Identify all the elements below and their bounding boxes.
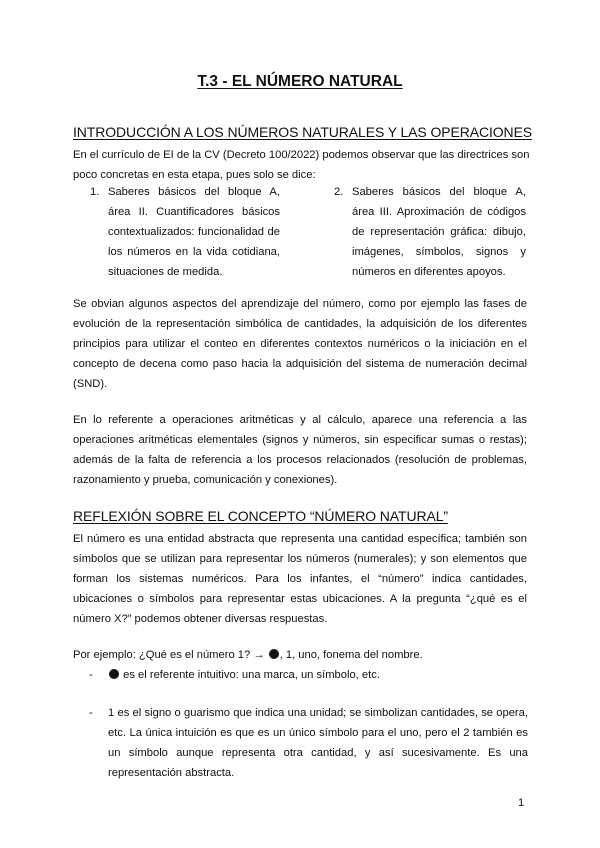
section-heading-introduccion: INTRODUCCIÓN A LOS NÚMEROS NATURALES Y LAS OPERACIONES [73, 124, 533, 140]
section-heading-reflexion: REFLEXIÓN SOBRE EL CONCEPTO “NÚMERO NATURAL” [73, 508, 448, 524]
black-dot-icon [269, 649, 279, 659]
paragraph-numero: El número es una entidad abstracta que representa una cantidad específica; también son símbolos que se utilizan para representar los números (numerales); y son elementos que forman los sistemas numéricos. Para los infantes, el “número” indica cantidades, ubicaciones o símbolos para representar estas ubicaciones. A la pregunta “¿qué es el número X?” podemos obtener diversas respuestas. [73, 533, 527, 625]
list-item-1: Saberes básicos del bloque A, área II. Cuantificadores básicos contextualizados: funcionalidad de los números en la vida cotidiana, situaciones de medida. [108, 186, 280, 278]
list-number-2: 2. [334, 186, 344, 198]
page-number: 1 [518, 797, 525, 809]
bullet-dash-2: - [89, 707, 93, 719]
list-number-1: 1. [90, 186, 100, 198]
intro-line-1: En el currículo de EI de la CV (Decreto 100/2022) podemos observar que las directrices son [73, 149, 530, 161]
example-line [73, 645, 527, 665]
bullet-dash-1: - [89, 669, 93, 681]
page-title: T.3 - EL NÚMERO NATURAL [197, 73, 403, 90]
example-text-before: Por ejemplo: ¿Qué es el número 1? → [73, 649, 265, 661]
bullet-item-2: 1 es el signo o guarismo que indica una unidad; se simbolizan cantidades, se opera, etc. La única intuición es que es un único símbolo para el uno, pero el 2 también es un símbolo aunque representa otra cantidad, y así sucesivamente. Es una representación abstracta. [108, 707, 528, 779]
black-dot-icon [109, 669, 119, 679]
intro-line-2: poco concretas en esta etapa, pues solo se dice: [73, 169, 316, 181]
example-text-after: , 1, uno, fonema del nombre. [279, 649, 423, 661]
bullet-item-1-text: es el referente intuitivo: una marca, un símbolo, etc. [123, 669, 380, 681]
intro-paragraph [73, 145, 530, 185]
bullet-item-1 [108, 665, 528, 685]
paragraph-operaciones: En lo referente a operaciones aritméticas y al cálculo, aparece una referencia a las operaciones aritméticas elementales (signos y números, sin especificar sumas o restas); además de la falta de referencia a los procesos relacionados (resolución de problemas, razonamiento y prueba, comunicación y conexiones). [73, 414, 527, 486]
list-item-2: Saberes básicos del bloque A, área III. Aproximación de códigos de representación gráfica: dibujo, imágenes, símbolos, signos y números en diferentes apoyos. [352, 186, 526, 278]
paragraph-aspectos: Se obvian algunos aspectos del aprendizaje del número, como por ejemplo las fases de evolución de la representación simbólica de cantidades, la adquisición de los diferentes principios para utilizar el conteo en diferentes contextos numéricos o la iniciación en el concepto de decena como paso hacia la adquisición del sistema de numeración decimal (SND). [73, 298, 527, 390]
